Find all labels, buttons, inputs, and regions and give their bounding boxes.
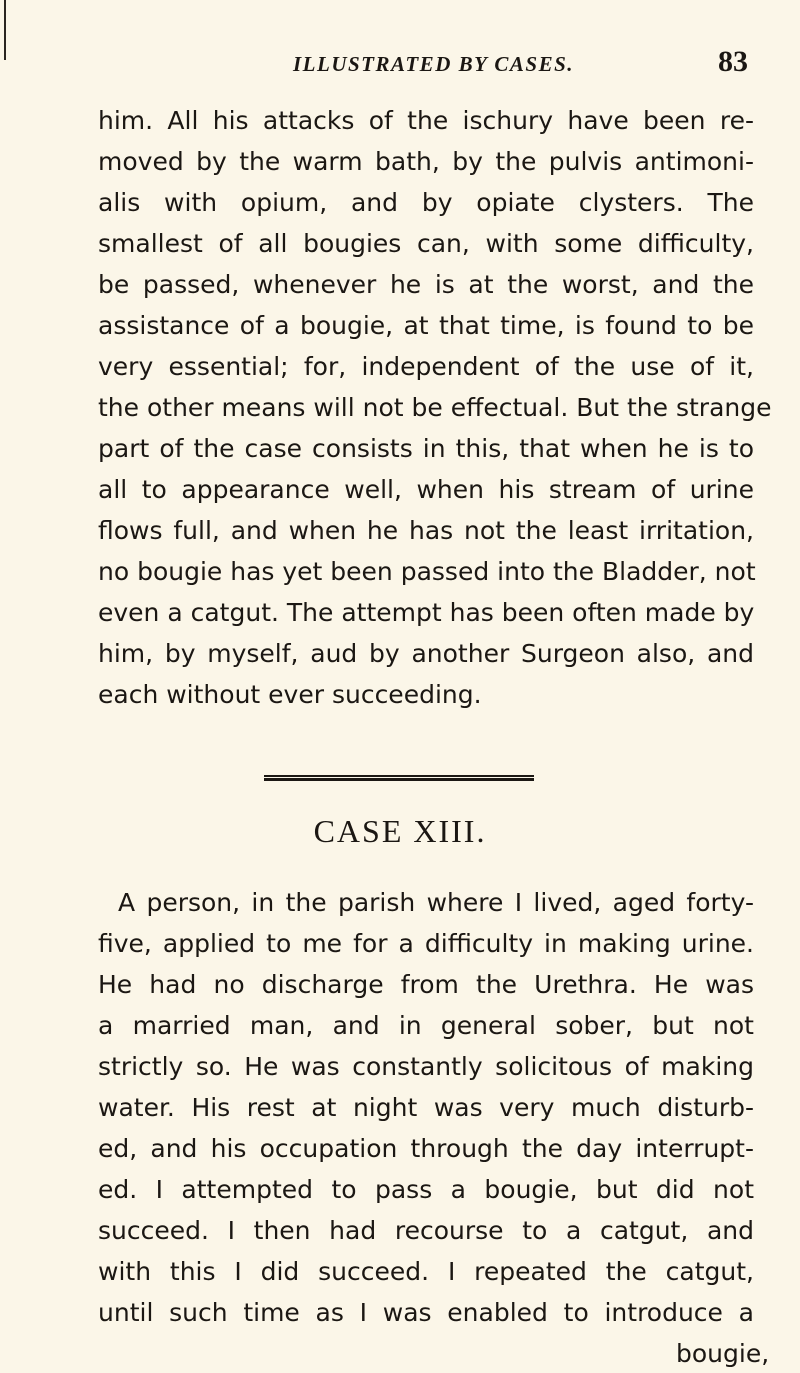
text-line: no bougie has yet been passed into the Bladder, not xyxy=(98,557,756,586)
text-line: water. His rest at night was very much disturb- xyxy=(98,1093,754,1122)
text-line: five, applied to me for a difficulty in making urine. xyxy=(98,929,754,958)
text-line: moved by the warm bath, by the pulvis antimoni- xyxy=(98,147,754,176)
text-line: even a catgut. The attempt has been often made by xyxy=(98,598,755,627)
section-divider-rule xyxy=(264,775,534,781)
case-heading: CASE XIII. xyxy=(313,813,487,849)
text-line: very essential; for, independent of the use of it, xyxy=(98,352,754,381)
text-line: alis with opium, and by opiate clysters. The xyxy=(98,188,754,217)
text-line: be passed, whenever he is at the worst, and the xyxy=(98,270,754,299)
text-line: him, by myself, aud by another Surgeon also, and xyxy=(98,639,754,668)
text-line: ed. I attempted to pass a bougie, but did not xyxy=(98,1175,754,1204)
text-line: assistance of a bougie, at that time, is found to be xyxy=(98,311,754,340)
text-line: a married man, and in general sober, but not xyxy=(98,1011,754,1040)
text-line: each without ever succeeding. xyxy=(98,680,482,709)
text-line: all to appearance well, when his stream of urine xyxy=(98,475,754,504)
catchword: bougie, xyxy=(676,1339,770,1368)
text-line: part of the case consists in this, that when he is to xyxy=(98,434,754,463)
page-number: 83 xyxy=(718,45,748,78)
text-line: until such time as I was enabled to introduce a xyxy=(98,1298,754,1327)
text-line: the other means will not be effectual. But the strange xyxy=(98,393,772,422)
running-head: ILLUSTRATED BY CASES. xyxy=(293,52,575,76)
text-line: with this I did succeed. I repeated the catgut, xyxy=(98,1257,754,1286)
text-line: succeed. I then had recourse to a catgut, and xyxy=(98,1216,754,1245)
text-line: smallest of all bougies can, with some difficulty, xyxy=(98,229,754,258)
paragraph-continued xyxy=(98,100,772,715)
text-line: A person, in the parish where I lived, aged forty- xyxy=(118,888,754,917)
text-line: him. All his attacks of the ischury have been re- xyxy=(98,106,754,135)
text-line: He had no discharge from the Urethra. He was xyxy=(98,970,754,999)
text-line: flows full, and when he has not the least irritation, xyxy=(98,516,754,545)
text-line: ed, and his occupation through the day interrupt- xyxy=(98,1134,754,1163)
case-paragraph xyxy=(98,882,754,1333)
text-line: strictly so. He was constantly solicitous of making xyxy=(98,1052,754,1081)
page-edge-line xyxy=(4,0,6,60)
